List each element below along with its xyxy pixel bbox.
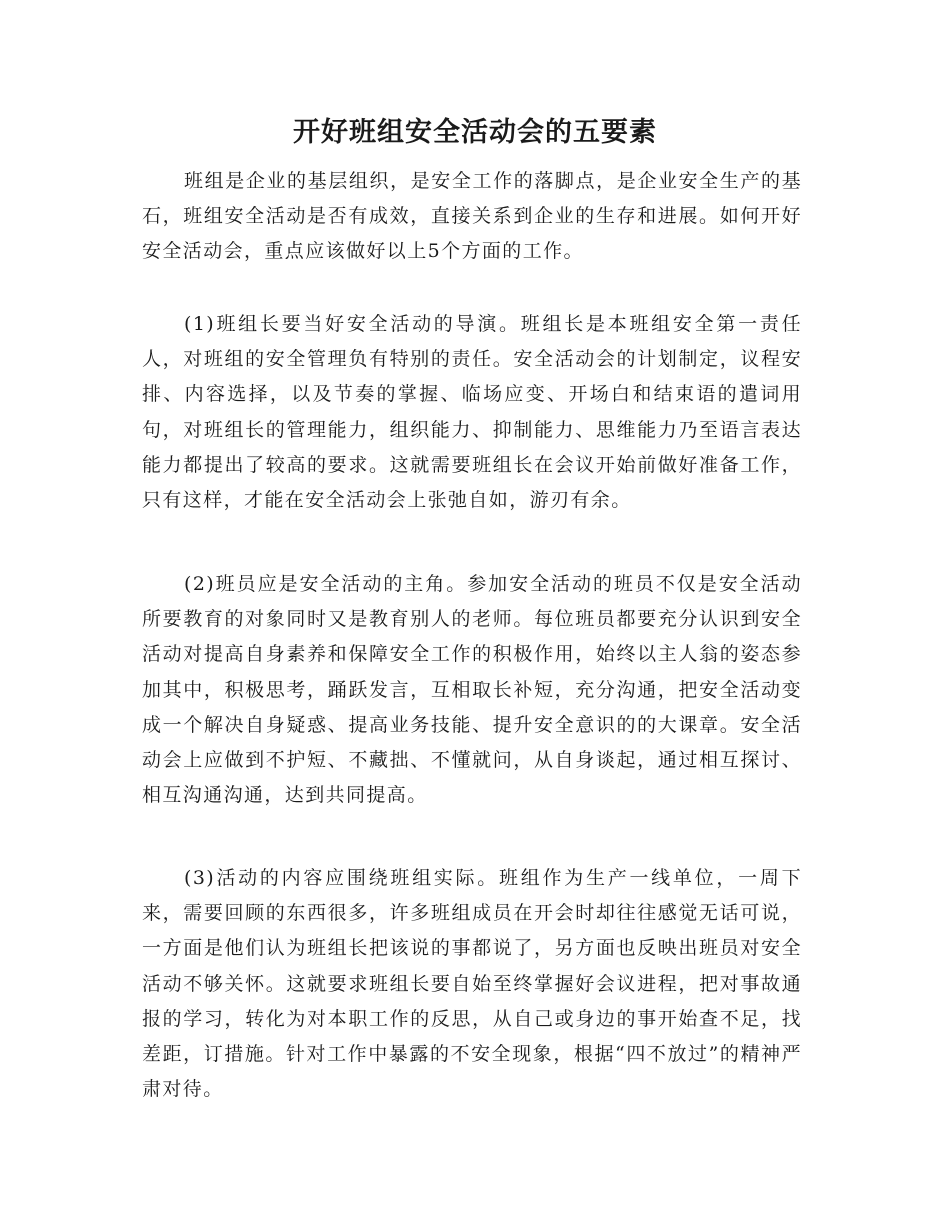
paragraph-point-2: (2)班员应是安全活动的主角。参加安全活动的班员不仅是安全活动所要教育的对象同时又是教育别人的老师。每位班员都要充分认识到安全活动对提高自身素养和保障安全工作的积极作用，始终以主人翁的姿态参加其中，积极思考，踊跃发言，互相取长补短，充分沟通，把安全活动变成一个解决自身疑惑、提高业务技能、提升安全意识的的大课章。安全活动会上应做到不护短、不藏拙、不懂就问，从自身谈起，通过相互探讨、相互沟通沟通，达到共同提高。 [142,573,802,807]
paragraph-point-1: (1)班组长要当好安全活动的导演。班组长是本班组安全第一责任人，对班组的安全管理负有特别的责任。安全活动会的计划制定，议程安排、内容选择，以及节奏的掌握、临场应变、开场白和结束语的遣词用句，对班组长的管理能力，组织能力、抑制能力、思维能力乃至语言表达能力都提出了较高的要求。这就需要班组长在会议开始前做好准备工作，只有这样，才能在安全活动会上张弛自如，游刃有余。 [142,313,802,512]
paragraph-intro: 班组是企业的基层组织，是安全工作的落脚点，是企业安全生产的基石，班组安全活动是否有成效，直接关系到企业的生存和进展。如何开好安全活动会，重点应该做好以上5个方面的工作。 [142,170,802,263]
document-title: 开好班组安全活动会的五要素 [293,117,657,148]
paragraph-point-3: (3)活动的内容应围绕班组实际。班组作为生产一线单位，一周下来，需要回顾的东西很多，许多班组成员在开会时却往往感觉无话可说，一方面是他们认为班组长把该说的事都说了，另方面也反映出班员对安全活动不够关怀。这就要求班组长要自始至终掌握好会议进程，把对事故通报的学习，转化为对本职工作的反思，从自己或身边的事开始查不足，找差距，订措施。针对工作中暴露的不安全现象，根据“四不放过”的精神严肃对待。 [142,867,802,1101]
